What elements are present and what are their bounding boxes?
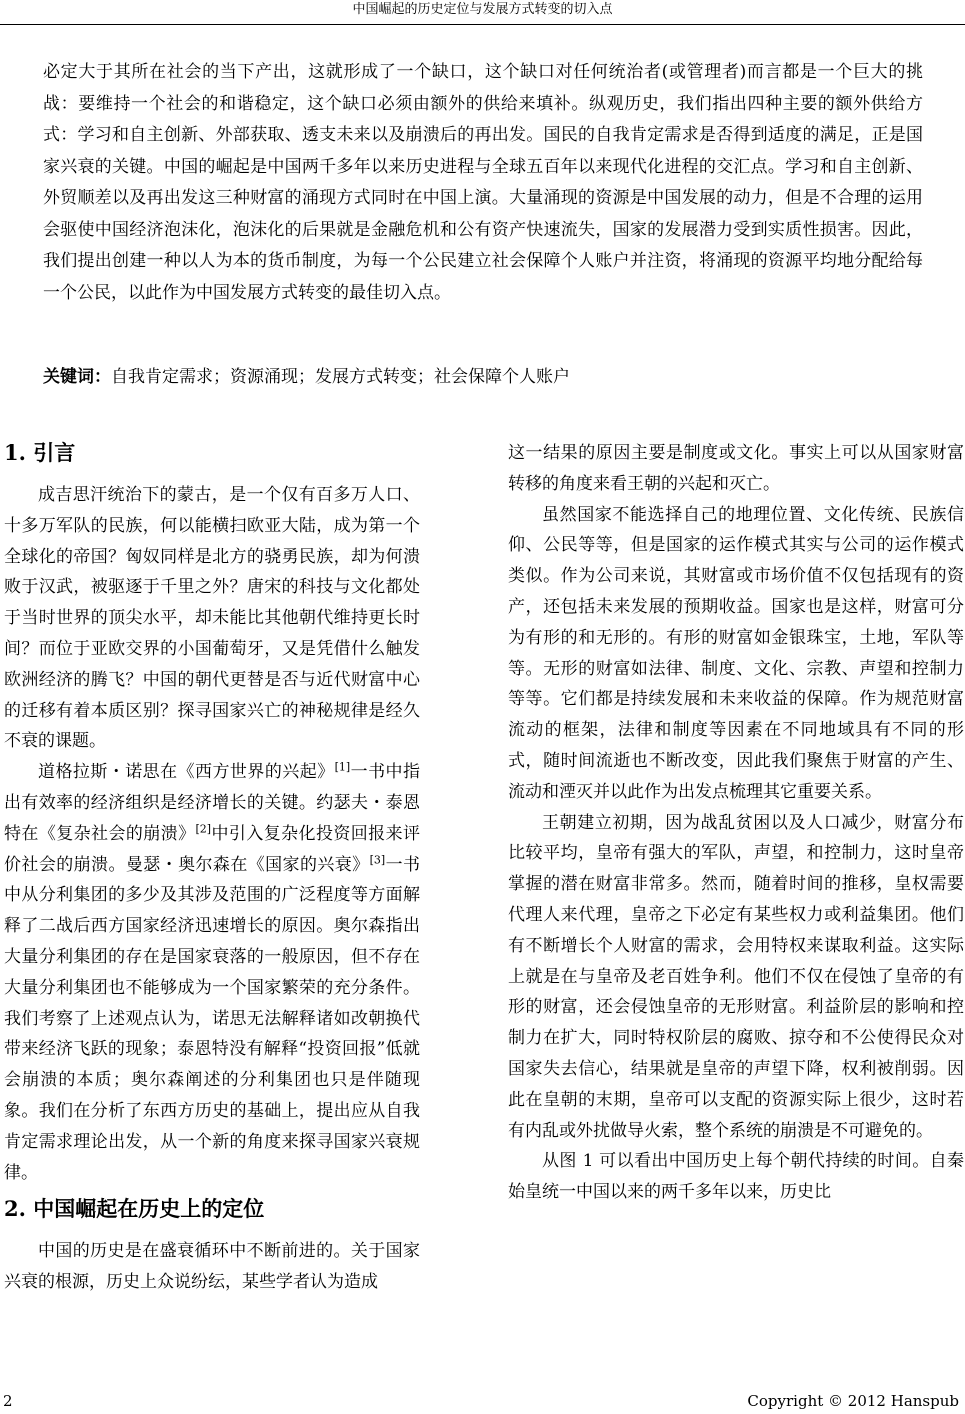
section-2-number: 2.	[4, 1196, 26, 1222]
keywords-label: 关键词：	[43, 367, 111, 387]
intro-paragraph-2	[4, 757, 420, 1188]
section-2-paragraph-1-start: 中国的历史是在盛衰循环中不断前进的。关于国家兴衰的根源，历史上众说纷纭，某些学者认为造成	[4, 1241, 420, 1293]
section-2-paragraph-1-continued: 这一结果的原因主要是制度或文化。事实上可以从国家财富转移的角度来看王朝的兴起和灭亡。	[508, 443, 964, 494]
page-number: 2	[3, 1392, 13, 1410]
intro-paragraph-1: 成吉思汗统治下的蒙古，是一个仅有百多万人口、十多万军队的民族，何以能横扫欧亚大陆，成为第一个全球化的帝国？匈奴同样是北方的骁勇民族，却为何溃败于汉武，被驱逐于千里之外？唐宋的科技与文化都处于当时世界的顶尖水平，却未能比其他朝代维持更长时间？而位于亚欧交界的小国葡萄牙，又是凭借什么触发欧洲经济的腾飞？中国的朝代更替是否与近代财富中心的迁移有着本质区别？探寻国家兴亡的神秘规律是经久不衰的课题。	[4, 485, 420, 752]
section-2-paragraph-2: 虽然国家不能选择自己的地理位置、文化传统、民族信仰、公民等等，但是国家的运作模式其实与公司的运作模式类似。作为公司来说，其财富或市场价值不仅包括现有的资产，还包括未来发展的预期收益。国家也是这样，财富可分为有形的和无形的。有形的财富如金银珠宝，土地，军队等等。无形的财富如法律、制度、文化、宗教、声望和控制力等等。它们都是持续发展和未来收益的保障。作为规范财富流动的框架，法律和制度等因素在不同地域具有不同的形式，随时间流逝也不断改变，因此我们聚焦于财富的产生、流动和湮灭并以此作为出发点梳理其它重要关系。	[508, 504, 964, 802]
keywords	[43, 362, 923, 392]
running-title: 中国崛起的历史定位与发展方式转变的切入点	[352, 2, 613, 17]
citation-1[interactable]: [1]	[334, 760, 351, 774]
p2-part-b: 一书中指出有效率的经济组织是经济增长的关键。约瑟夫・泰恩特在《复杂社会的崩溃》	[4, 762, 421, 844]
left-column	[4, 436, 420, 1298]
p2-part-d: 一书中从分利集团的多少及其涉及范围的广泛程度等方面解释了二战后西方国家经济迅速增长的原因。奥尔森指出大量分利集团的存在是国家衰落的一般原因，但不存在大量分利集团也不能够成为一个国家繁荣的充分条件。我们考察了上述观点认为，诺思无法解释诸如改朝换代带来经济飞跃的现象；泰恩特没有解释“投资回报”低就会崩溃的本质；奥尔森阐述的分利集团也只是伴随现象。我们在分析了东西方历史的基础上，提出应从自我肯定需求理论出发，从一个新的角度来探寻国家兴衰规律。	[4, 854, 421, 1183]
section-2-title: 中国崛起在历史上的定位	[33, 1197, 265, 1222]
keywords-text: 自我肯定需求；资源涌现；发展方式转变；社会保障个人账户	[111, 367, 570, 387]
citation-2[interactable]: [2]	[195, 822, 212, 836]
header-rule	[0, 24, 965, 25]
section-1-number: 1.	[4, 440, 26, 465]
p2-part-c: 中引入复杂化投资回报来评价社会的崩溃。曼瑟・奥尔森在《国家的兴衰》	[4, 823, 421, 875]
citation-3[interactable]: [3]	[369, 852, 386, 866]
copyright-notice: Copyright © 2012 Hanspub	[747, 1392, 959, 1410]
section-2-heading	[4, 1192, 420, 1226]
p2-part-a: 道格拉斯・诺思在《西方世界的兴起》	[38, 762, 335, 783]
abstract-text: 必定大于其所在社会的当下产出，这就形成了一个缺口，这个缺口对任何统治者(或管理者)而言都是一个巨大的挑战：要维持一个社会的和谐稳定，这个缺口必须由额外的供给来填补。纵观历史，我们指出四种主要的额外供给方式：学习和自主创新、外部获取、透支未来以及崩溃后的再出发。国民的自我肯定需求是否得到适度的满足，正是国家兴衰的关键。中国的崛起是中国两千多年以来历史进程与全球五百年以来现代化进程的交汇点。学习和自主创新、外贸顺差以及再出发这三种财富的涌现方式同时在中国上演。大量涌现的资源是中国发展的动力，但是不合理的运用会驱使中国经济泡沫化，泡沫化的后果就是金融危机和公有资产快速流失，国家的发展潜力受到实质性损害。因此，我们提出创建一种以人为本的货币制度，为每一个公民建立社会保障个人账户并注资，将涌现的资源平均地分配给每一个公民，以此作为中国发展方式转变的最佳切入点。	[43, 62, 923, 303]
section-1-title: 引言	[33, 441, 76, 465]
right-column	[508, 438, 964, 1208]
running-header	[0, 0, 965, 22]
section-2-paragraph-4: 从图 1 可以看出中国历史上每个朝代持续的时间。自秦始皇统一中国以来的两千多年以来，历史比	[508, 1151, 964, 1203]
section-2-paragraph-3: 王朝建立初期，因为战乱贫困以及人口减少，财富分布比较平均，皇帝有强大的军队，声望，和控制力，这时皇帝掌握的潜在财富非常多。然而，随着时间的推移，皇权需要代理人来代理，皇帝之下必定有某些权力或利益集团。他们有不断增长个人财富的需求，会用特权来谋取利益。这实际上就是在与皇帝及老百姓争利。他们不仅在侵蚀了皇帝的有形的财富，还会侵蚀皇帝的无形财富。利益阶层的影响和控制力在扩大，同时特权阶层的腐败、掠夺和不公使得民众对国家失去信心，结果就是皇帝的声望下降，权利被削弱。因此在皇朝的末期，皇帝可以支配的资源实际上很少，这时若有内乱或外扰做导火索，整个系统的崩溃是不可避免的。	[508, 812, 964, 1141]
section-1-heading	[4, 436, 420, 470]
